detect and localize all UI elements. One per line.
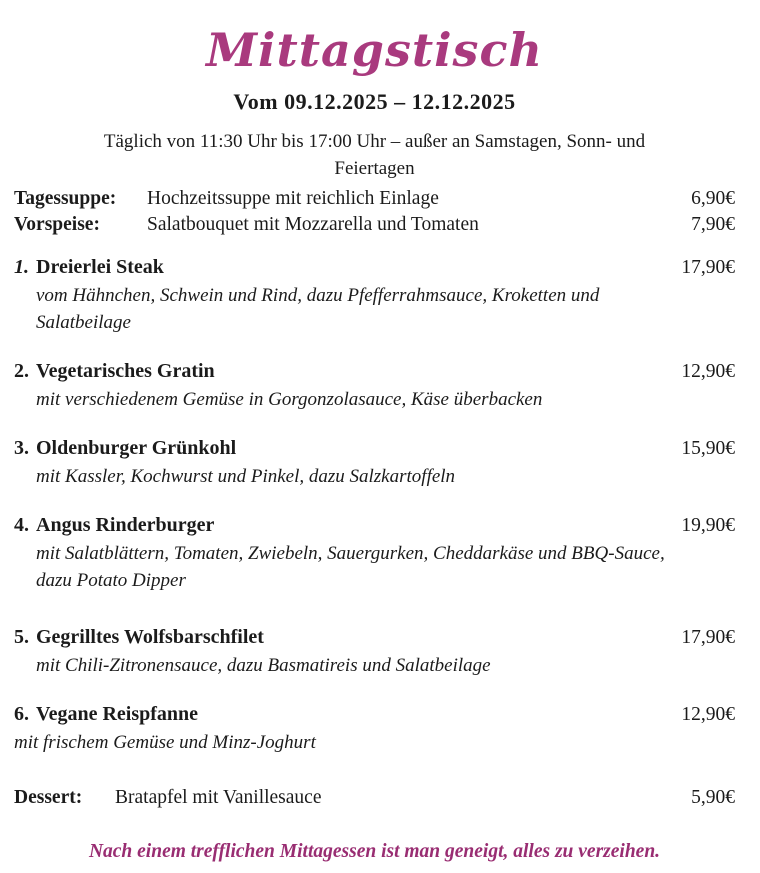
- dessert-name: Bratapfel mit Vanillesauce: [115, 786, 322, 808]
- starter-price: 6,90€: [691, 187, 735, 209]
- menu-item-6: [14, 701, 735, 756]
- item-description: mit frischem Gemüse und Minz-Joghurt: [14, 731, 316, 753]
- menu-title: Mittagstisch: [206, 23, 543, 77]
- item-price: 17,90€: [681, 626, 735, 648]
- opening-hours: Täglich von 11:30 Uhr bis 17:00 Uhr – außer an Samstagen, Sonn- und Feiertagen: [103, 130, 646, 179]
- menu-item-1: [14, 254, 735, 336]
- item-header: [14, 254, 735, 281]
- item-name: Gegrilltes Wolfsbarschfilet: [36, 625, 264, 648]
- starter-price: 7,90€: [691, 213, 735, 235]
- item-price: 15,90€: [681, 437, 735, 459]
- date-range: Vom 09.12.2025 – 12.12.2025: [233, 88, 516, 114]
- item-price: 12,90€: [681, 703, 735, 725]
- starter-label: Tagessuppe:: [14, 187, 117, 209]
- dessert-label: Dessert:: [14, 786, 83, 808]
- starter-name: Salatbouquet mit Mozzarella und Tomaten: [147, 213, 479, 235]
- item-header: [14, 701, 735, 728]
- item-number: 5.: [14, 625, 29, 648]
- starter-row-vorspeise: [14, 212, 735, 238]
- item-description: vom Hähnchen, Schwein und Rind, dazu Pfefferrahmsauce, Kroketten und Salatbeilage: [36, 284, 600, 333]
- starter-row-tagessuppe: [14, 186, 735, 212]
- item-description: mit Chili-Zitronensauce, dazu Basmatireis und Salatbeilage: [36, 654, 491, 676]
- item-header: [14, 624, 735, 651]
- item-name: Vegetarisches Gratin: [36, 359, 215, 382]
- item-price: 19,90€: [681, 514, 735, 536]
- starter-name: Hochzeitssuppe mit reichlich Einlage: [147, 187, 439, 209]
- item-price: 12,90€: [681, 360, 735, 382]
- item-name: Angus Rinderburger: [36, 513, 215, 536]
- item-header: [14, 358, 735, 385]
- item-name: Oldenburger Grünkohl: [36, 436, 237, 459]
- menu-item-5: [14, 624, 735, 679]
- item-price: 17,90€: [681, 256, 735, 278]
- item-number: 4.: [14, 513, 29, 536]
- menu-item-3: [14, 435, 735, 490]
- item-description: mit Salatblättern, Tomaten, Zwiebeln, Sauergurken, Cheddarkäse und BBQ-Sauce, dazu Potato Dipper: [36, 542, 665, 591]
- item-number: 6.: [14, 702, 29, 725]
- starter-label: Vorspeise:: [14, 213, 100, 235]
- dessert-price: 5,90€: [691, 786, 735, 808]
- item-description: mit Kassler, Kochwurst und Pinkel, dazu Salzkartoffeln: [36, 465, 456, 487]
- menu-item-2: [14, 358, 735, 413]
- menu-items: [14, 254, 735, 756]
- item-description: mit verschiedenem Gemüse in Gorgonzolasauce, Käse überbacken: [36, 388, 543, 410]
- menu-item-4: [14, 512, 735, 594]
- item-header: [14, 435, 735, 462]
- item-number: 1.: [14, 255, 29, 278]
- item-number: 3.: [14, 436, 29, 459]
- item-number: 2.: [14, 359, 29, 382]
- item-name: Vegane Reispfanne: [36, 702, 199, 725]
- dessert-row: [14, 785, 735, 811]
- item-header: [14, 512, 735, 539]
- footer-quote: Nach einem trefflichen Mittagessen ist man geneigt, alles zu verzeihen.: [88, 840, 661, 862]
- item-name: Dreierlei Steak: [36, 255, 164, 278]
